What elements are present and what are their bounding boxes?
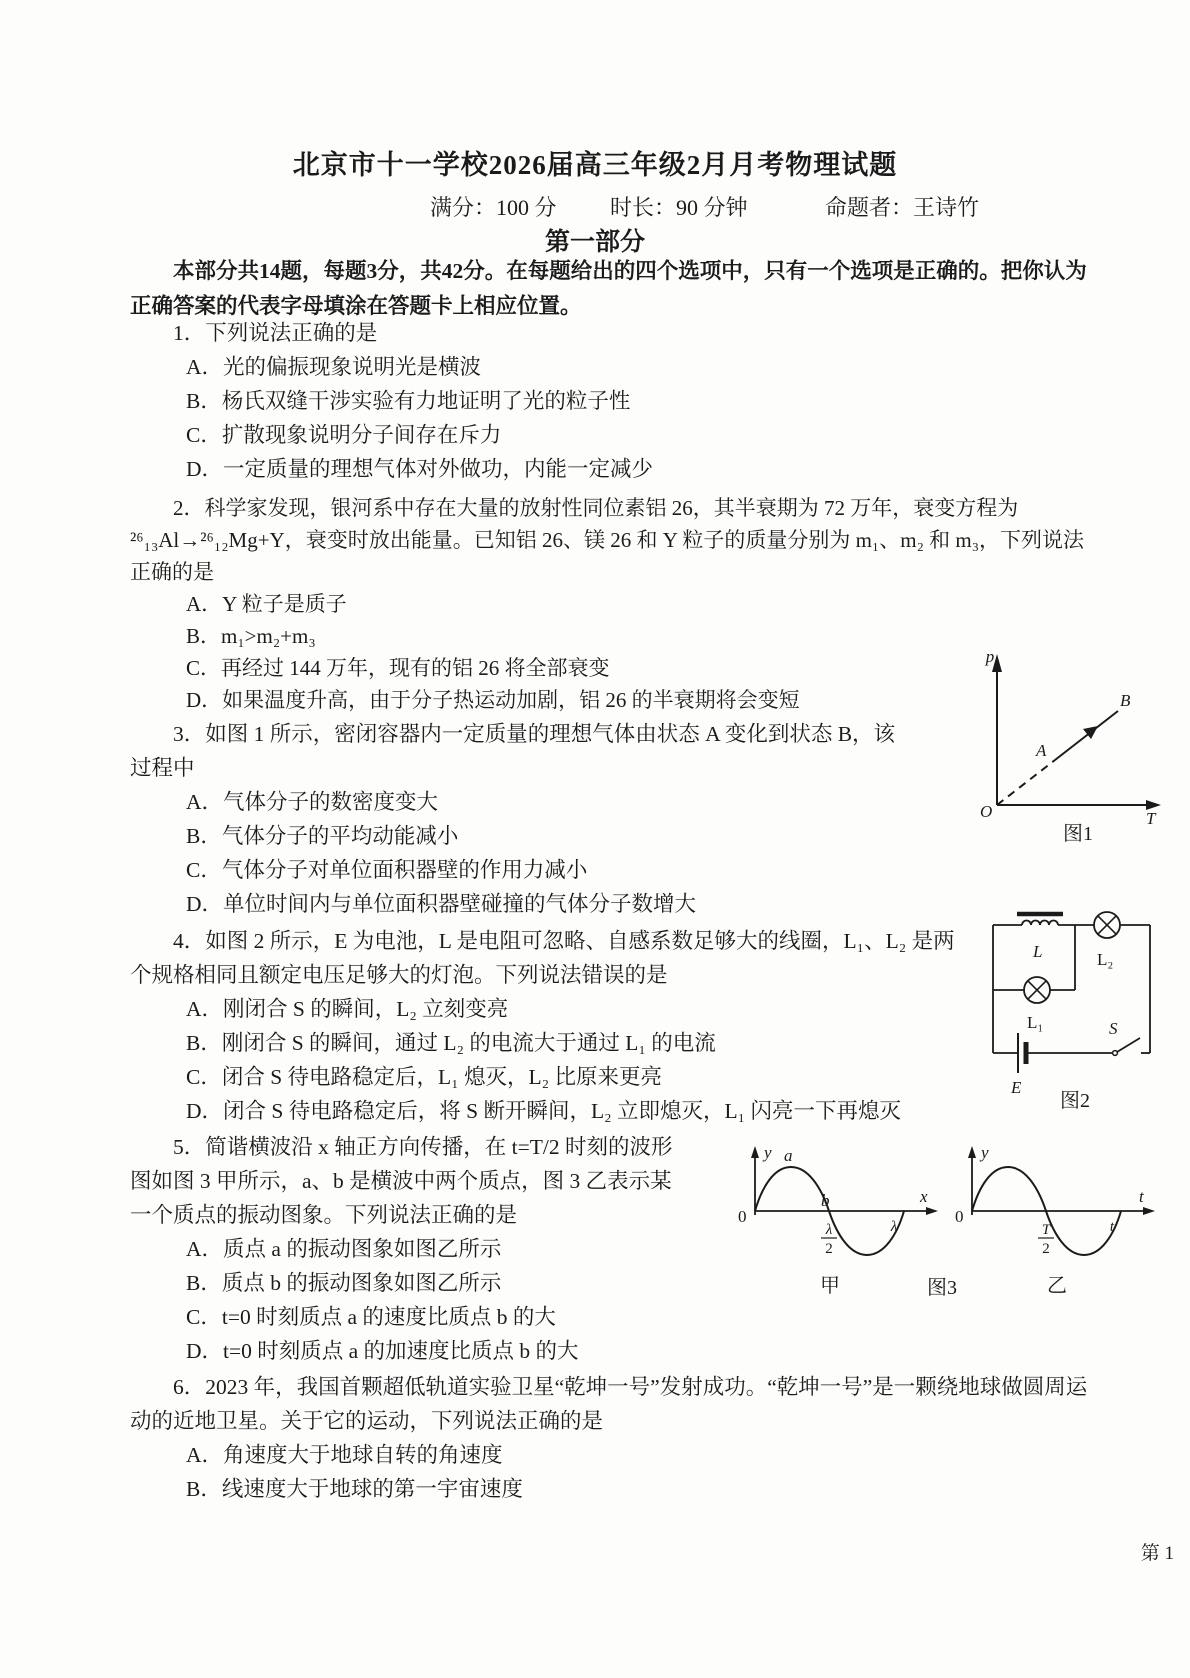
pt-diagram-icon bbox=[960, 640, 1190, 855]
question-6-option-a: A．角速度大于地球自转的角速度 bbox=[186, 1443, 503, 1467]
question-3-stem: 3．如图 1 所示，密闭容器内一定质量的理想气体由状态 A 变化到状态 B，该过程中 bbox=[130, 722, 896, 780]
inductor-coil-icon bbox=[1022, 921, 1058, 926]
question-5-option-a: A．质点 a 的振动图象如图乙所示 bbox=[186, 1237, 502, 1261]
fig3-yi-fulltick: t bbox=[1109, 1219, 1115, 1235]
fig1-caption: 图1 bbox=[1063, 823, 1093, 845]
fig3-yi-halftick-den: 2 bbox=[1042, 1241, 1050, 1257]
section-title: 第一部分 bbox=[544, 229, 645, 256]
question-4-option-a: A．刚闭合 S 的瞬间，L₂ 立刻变亮 bbox=[186, 997, 509, 1021]
fig2-switch-label: S bbox=[1109, 1019, 1118, 1038]
question-2 bbox=[130, 492, 1092, 716]
fig1-point-a: A bbox=[1036, 741, 1047, 760]
question-5-option-b: B．质点 b 的振动图象如图乙所示 bbox=[186, 1271, 502, 1295]
question-3-option-a: A．气体分子的数密度变大 bbox=[186, 790, 439, 814]
question-1-stem: 1．下列说法正确的是 bbox=[173, 321, 378, 345]
fig1-xlabel: T bbox=[1146, 809, 1156, 828]
question-1-option-d: D．一定质量的理想气体对外做功，内能一定减少 bbox=[186, 457, 654, 481]
fig3-yi-label: 乙 bbox=[1047, 1275, 1067, 1297]
meta-duration: 时长：90 分钟 bbox=[610, 195, 748, 220]
question-1-option-b: B．杨氏双缝干涉实验有力地证明了光的粒子性 bbox=[186, 389, 631, 413]
fig2-lamp1-label: L₁ bbox=[1027, 1013, 1044, 1032]
fig3-yi-origin: 0 bbox=[955, 1207, 964, 1226]
question-3-option-b: B．气体分子的平均动能减小 bbox=[186, 824, 459, 848]
figure-1-pt-graph bbox=[960, 640, 1190, 855]
page-number: 第 1 bbox=[1140, 1543, 1174, 1564]
wave-graphs-icon bbox=[700, 1142, 1162, 1302]
question-1 bbox=[130, 316, 1092, 486]
fig2-caption: 图2 bbox=[1060, 1090, 1090, 1112]
question-5-option-c: C．t=0 时刻质点 a 的速度比质点 b 的大 bbox=[186, 1305, 556, 1329]
figure-3-wave-graphs bbox=[700, 1142, 1162, 1302]
question-4 bbox=[130, 924, 975, 1128]
question-2-option-b: B．m₁>m₂+m₃ bbox=[186, 624, 316, 648]
switch-lever-icon bbox=[1117, 1038, 1140, 1052]
fig2-lamp2-label: L₂ bbox=[1097, 950, 1114, 969]
fig3-yi-halftick-num: T bbox=[1041, 1222, 1051, 1238]
question-6-option-b: B．线速度大于地球的第一宇宙速度 bbox=[186, 1477, 523, 1501]
fig3-jia-label: 甲 bbox=[820, 1275, 840, 1297]
fig3-jia-halftick-den: 2 bbox=[825, 1241, 833, 1257]
fig3-yi-ylabel: y bbox=[981, 1143, 989, 1162]
question-2-stem: 2．科学家发现，银河系中存在大量的放射性同位素铝 26，其半衰期为 72 万年，衰变方程为 ²⁶₁₃Al→²⁶₁₂Mg+Y，衰变时放出能量。已知铝 26、镁 26 和 Y 粒子的质量分别为 m₁、m₂ 和 m₃，下列说法正确的是 bbox=[130, 496, 1085, 584]
question-2-option-d: D．如果温度升高，由于分子热运动加剧，铝 26 的半衰期将会变短 bbox=[186, 688, 800, 712]
question-3-option-d: D．单位时间内与单位面积器壁碰撞的气体分子数增大 bbox=[186, 892, 697, 916]
figure-2-circuit bbox=[985, 905, 1180, 1115]
meta-author: 命题者：王诗竹 bbox=[825, 195, 980, 220]
question-4-stem: 4．如图 2 所示，E 为电池，L 是电阻可忽略、自感系数足够大的线圈，L₁、L₂ 是两个规格相同且额定电压足够大的灯泡。下列说法错误的是 bbox=[130, 929, 955, 987]
fig1-point-b: B bbox=[1120, 691, 1131, 710]
fig2-inductor-label: L bbox=[1033, 942, 1043, 961]
fig3-jia-ylabel: y bbox=[764, 1143, 772, 1162]
question-2-option-c: C．再经过 144 万年，现有的铝 26 将全部衰变 bbox=[186, 656, 610, 680]
question-2-option-a: A．Y 粒子是质子 bbox=[186, 592, 347, 616]
intro-paragraph: 本部分共14题，每题3分，共42分。在每题给出的四个选项中，只有一个选项是正确的。把你认为正确答案的代表字母填涂在答题卡上相应位置。 bbox=[130, 259, 1087, 318]
fig3-yi-xlabel: t bbox=[1139, 1187, 1144, 1206]
question-1-option-a: A．光的偏振现象说明光是横波 bbox=[186, 355, 482, 379]
fig1-origin: O bbox=[980, 802, 993, 821]
fig3-jia-halftick-num: λ bbox=[825, 1222, 833, 1238]
fig2-battery-label: E bbox=[1011, 1078, 1022, 1097]
question-5-stem: 5．简谐横波沿 x 轴正方向传播，在 t=T/2 时刻的波形图如图 3 甲所示，a、b 是横波中两个质点，图 3 乙表示某一个质点的振动图象。下列说法正确的是 bbox=[130, 1135, 673, 1227]
page-title: 北京市十一学校2026届高三年级2月月考物理试题 bbox=[292, 150, 898, 180]
fig3-jia-xlabel: x bbox=[920, 1187, 928, 1206]
question-4-option-c: C．闭合 S 待电路稳定后，L₁ 熄灭，L₂ 比原来更亮 bbox=[186, 1065, 663, 1089]
question-6 bbox=[130, 1370, 1092, 1506]
fig3-caption: 图3 bbox=[927, 1277, 957, 1299]
meta-score: 满分：100 分 bbox=[430, 195, 557, 220]
fig3-jia-point-a: a bbox=[784, 1146, 793, 1165]
question-5 bbox=[130, 1130, 678, 1368]
fig3-jia-fulltick: λ bbox=[890, 1219, 898, 1235]
fig1-ylabel: p bbox=[985, 647, 995, 666]
circuit-diagram-icon bbox=[985, 905, 1180, 1115]
question-3-option-c: C．气体分子对单位面积器壁的作用力减小 bbox=[186, 858, 588, 882]
exam-meta bbox=[430, 191, 979, 222]
fig3-jia-origin: 0 bbox=[738, 1207, 747, 1226]
question-4-option-b: B．刚闭合 S 的瞬间，通过 L₂ 的电流大于通过 L₁ 的电流 bbox=[186, 1031, 716, 1055]
question-6-stem: 6．2023 年，我国首颗超低轨道实验卫星“乾坤一号”发射成功。“乾坤一号”是一颗绕地球做圆周运动的近地卫星。关于它的运动，下列说法正确的是 bbox=[130, 1375, 1088, 1433]
question-1-option-c: C．扩散现象说明分子间存在斥力 bbox=[186, 423, 502, 447]
question-5-option-d: D．t=0 时刻质点 a 的加速度比质点 b 的大 bbox=[186, 1339, 579, 1363]
question-4-option-d: D．闭合 S 待电路稳定后，将 S 断开瞬间，L₂ 立即熄灭，L₁ 闪亮一下再熄灭 bbox=[186, 1099, 901, 1123]
question-3 bbox=[130, 717, 902, 921]
fig3-jia-point-b: b bbox=[821, 1191, 830, 1210]
